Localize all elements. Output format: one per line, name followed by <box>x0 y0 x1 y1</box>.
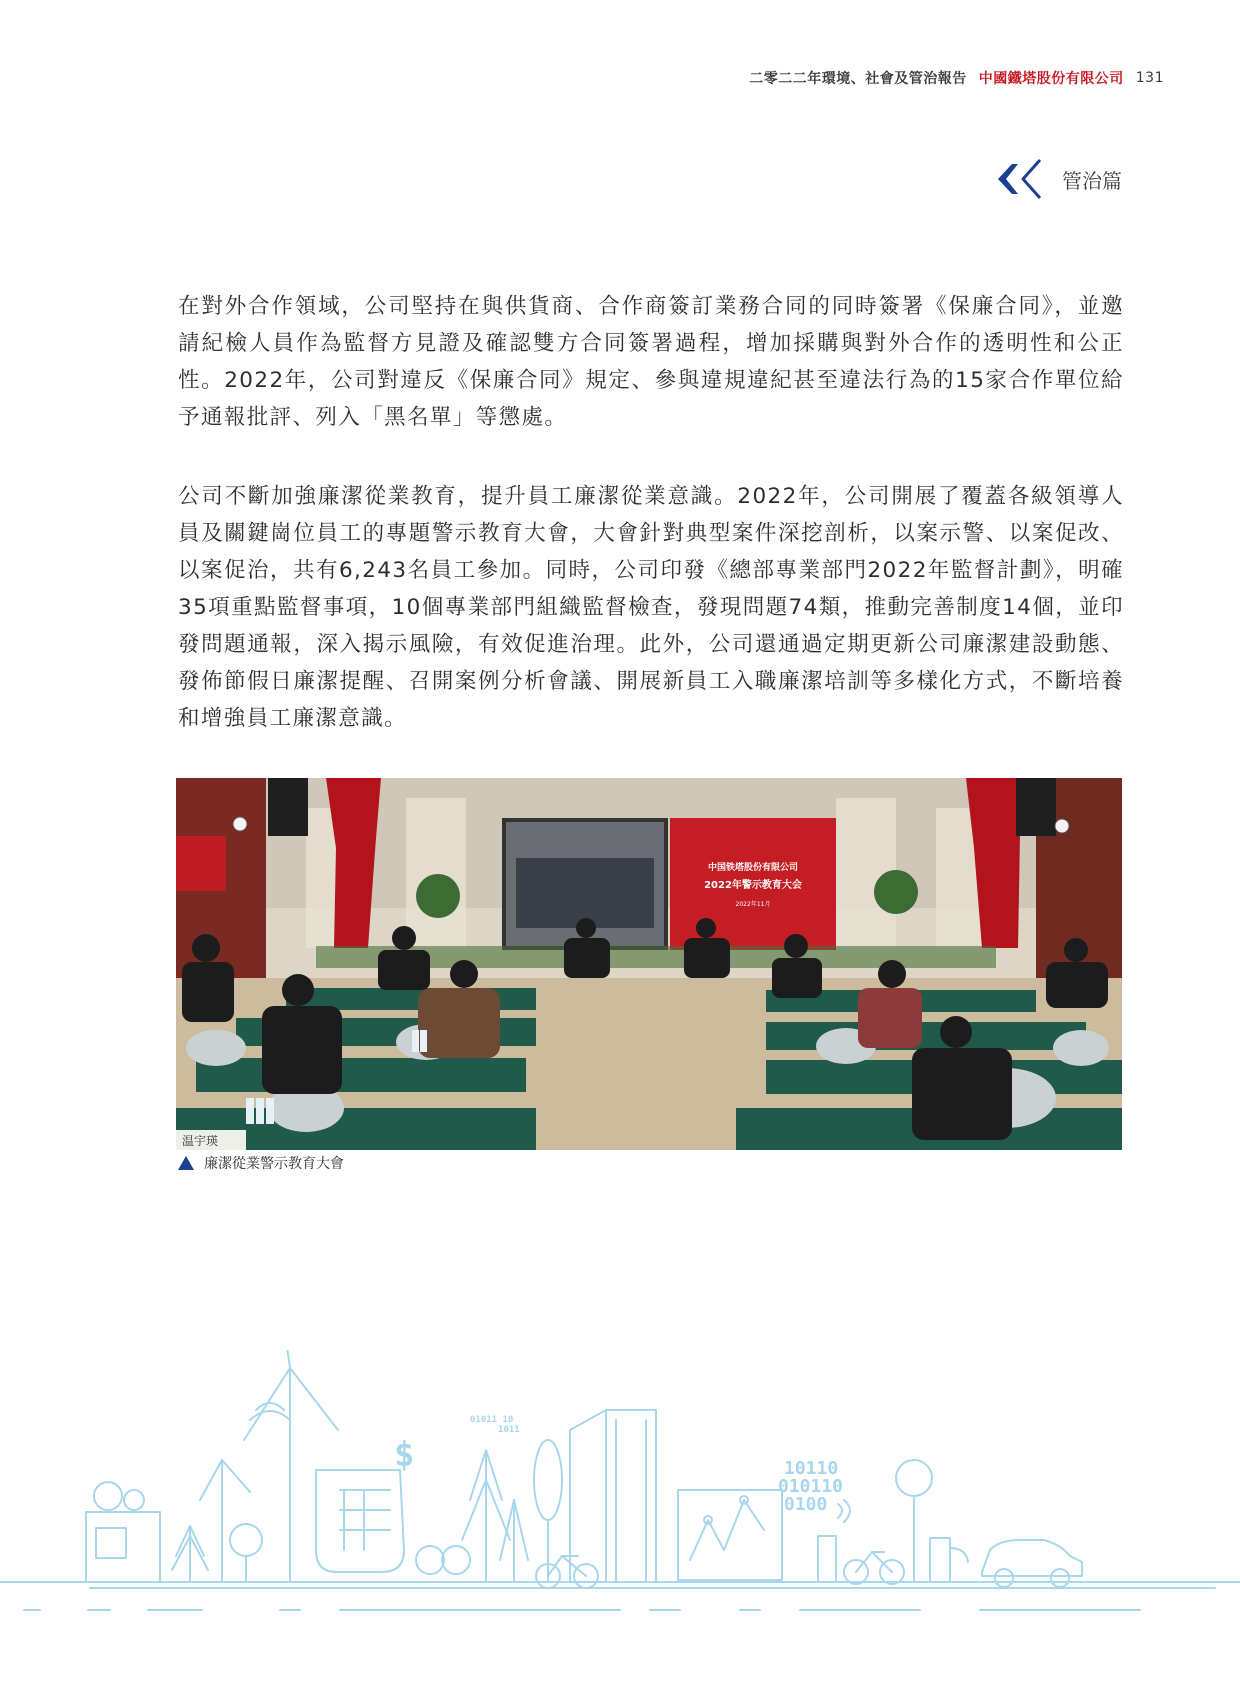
page-header <box>749 68 1164 88</box>
screen-title: 中国铁塔股份有限公司 <box>707 863 799 873</box>
screen-date: 2022年11月 <box>735 901 771 908</box>
binary-small-2: 1011 <box>498 1425 520 1435</box>
city-line-illustration <box>0 1350 1240 1620</box>
name-card: 温宇瑛 <box>182 1134 219 1148</box>
binary-line-1: 10110 <box>784 1458 839 1479</box>
triangle-up-icon <box>178 1156 194 1170</box>
caption-text: 廉潔從業警示教育大會 <box>204 1156 344 1172</box>
binary-line-3: 0100 <box>784 1494 828 1515</box>
company-name: 中國鐵塔股份有限公司 <box>978 71 1124 87</box>
paragraph-1: 在對外合作領域，公司堅持在與供貨商、合作商簽訂業務合同的同時簽署《保廉合同》，並邀請紀檢人員作為監督方見證及確認雙方合同簽署過程，增加採購與對外合作的透明性和公正性。2022年，公司對違反《保廉合同》規定、參與違規違紀甚至違法行為的15家合作單位給予通報批評、列入「黑名單」等懲處。 <box>178 294 1124 430</box>
report-title: 二零二二年環境、社會及管治報告 <box>749 71 967 87</box>
paragraph-2: 公司不斷加強廉潔從業教育，提升員工廉潔從業意識。2022年，公司開展了覆蓋各級領導人員及關鍵崗位員工的專題警示教育大會，大會針對典型案件深挖剖析，以案示警、以案促改、以案促治，共有6,243名員工參加。同時，公司印發《總部專業部門2022年監督計劃》，明確35項重點監督事項，10個專業部門組織監督檢查，發現問題74類，推動完善制度14個，並印發問題通報，深入揭示風險，有效促進治理。此外，公司還通過定期更新公司廉潔建設動態、發佈節假日廉潔提醒、召開案例分析會議、開展新員工入職廉潔培訓等多樣化方式，不斷培養和增強員工廉潔意識。 <box>178 484 1124 731</box>
section-label: 管治篇 <box>1062 168 1122 193</box>
binary-small-1: 01011 10 <box>470 1415 514 1425</box>
double-chevron-left-icon <box>992 156 1050 202</box>
page-number: 131 <box>1135 70 1164 86</box>
section-tag <box>992 156 1122 202</box>
photo-caption <box>178 1153 344 1173</box>
dollar-sign: $ <box>394 1435 415 1475</box>
screen-subtitle: 2022年警示教育大会 <box>704 880 802 891</box>
binary-line-2: 010110 <box>778 1476 844 1497</box>
meeting-photo <box>176 778 1122 1150</box>
